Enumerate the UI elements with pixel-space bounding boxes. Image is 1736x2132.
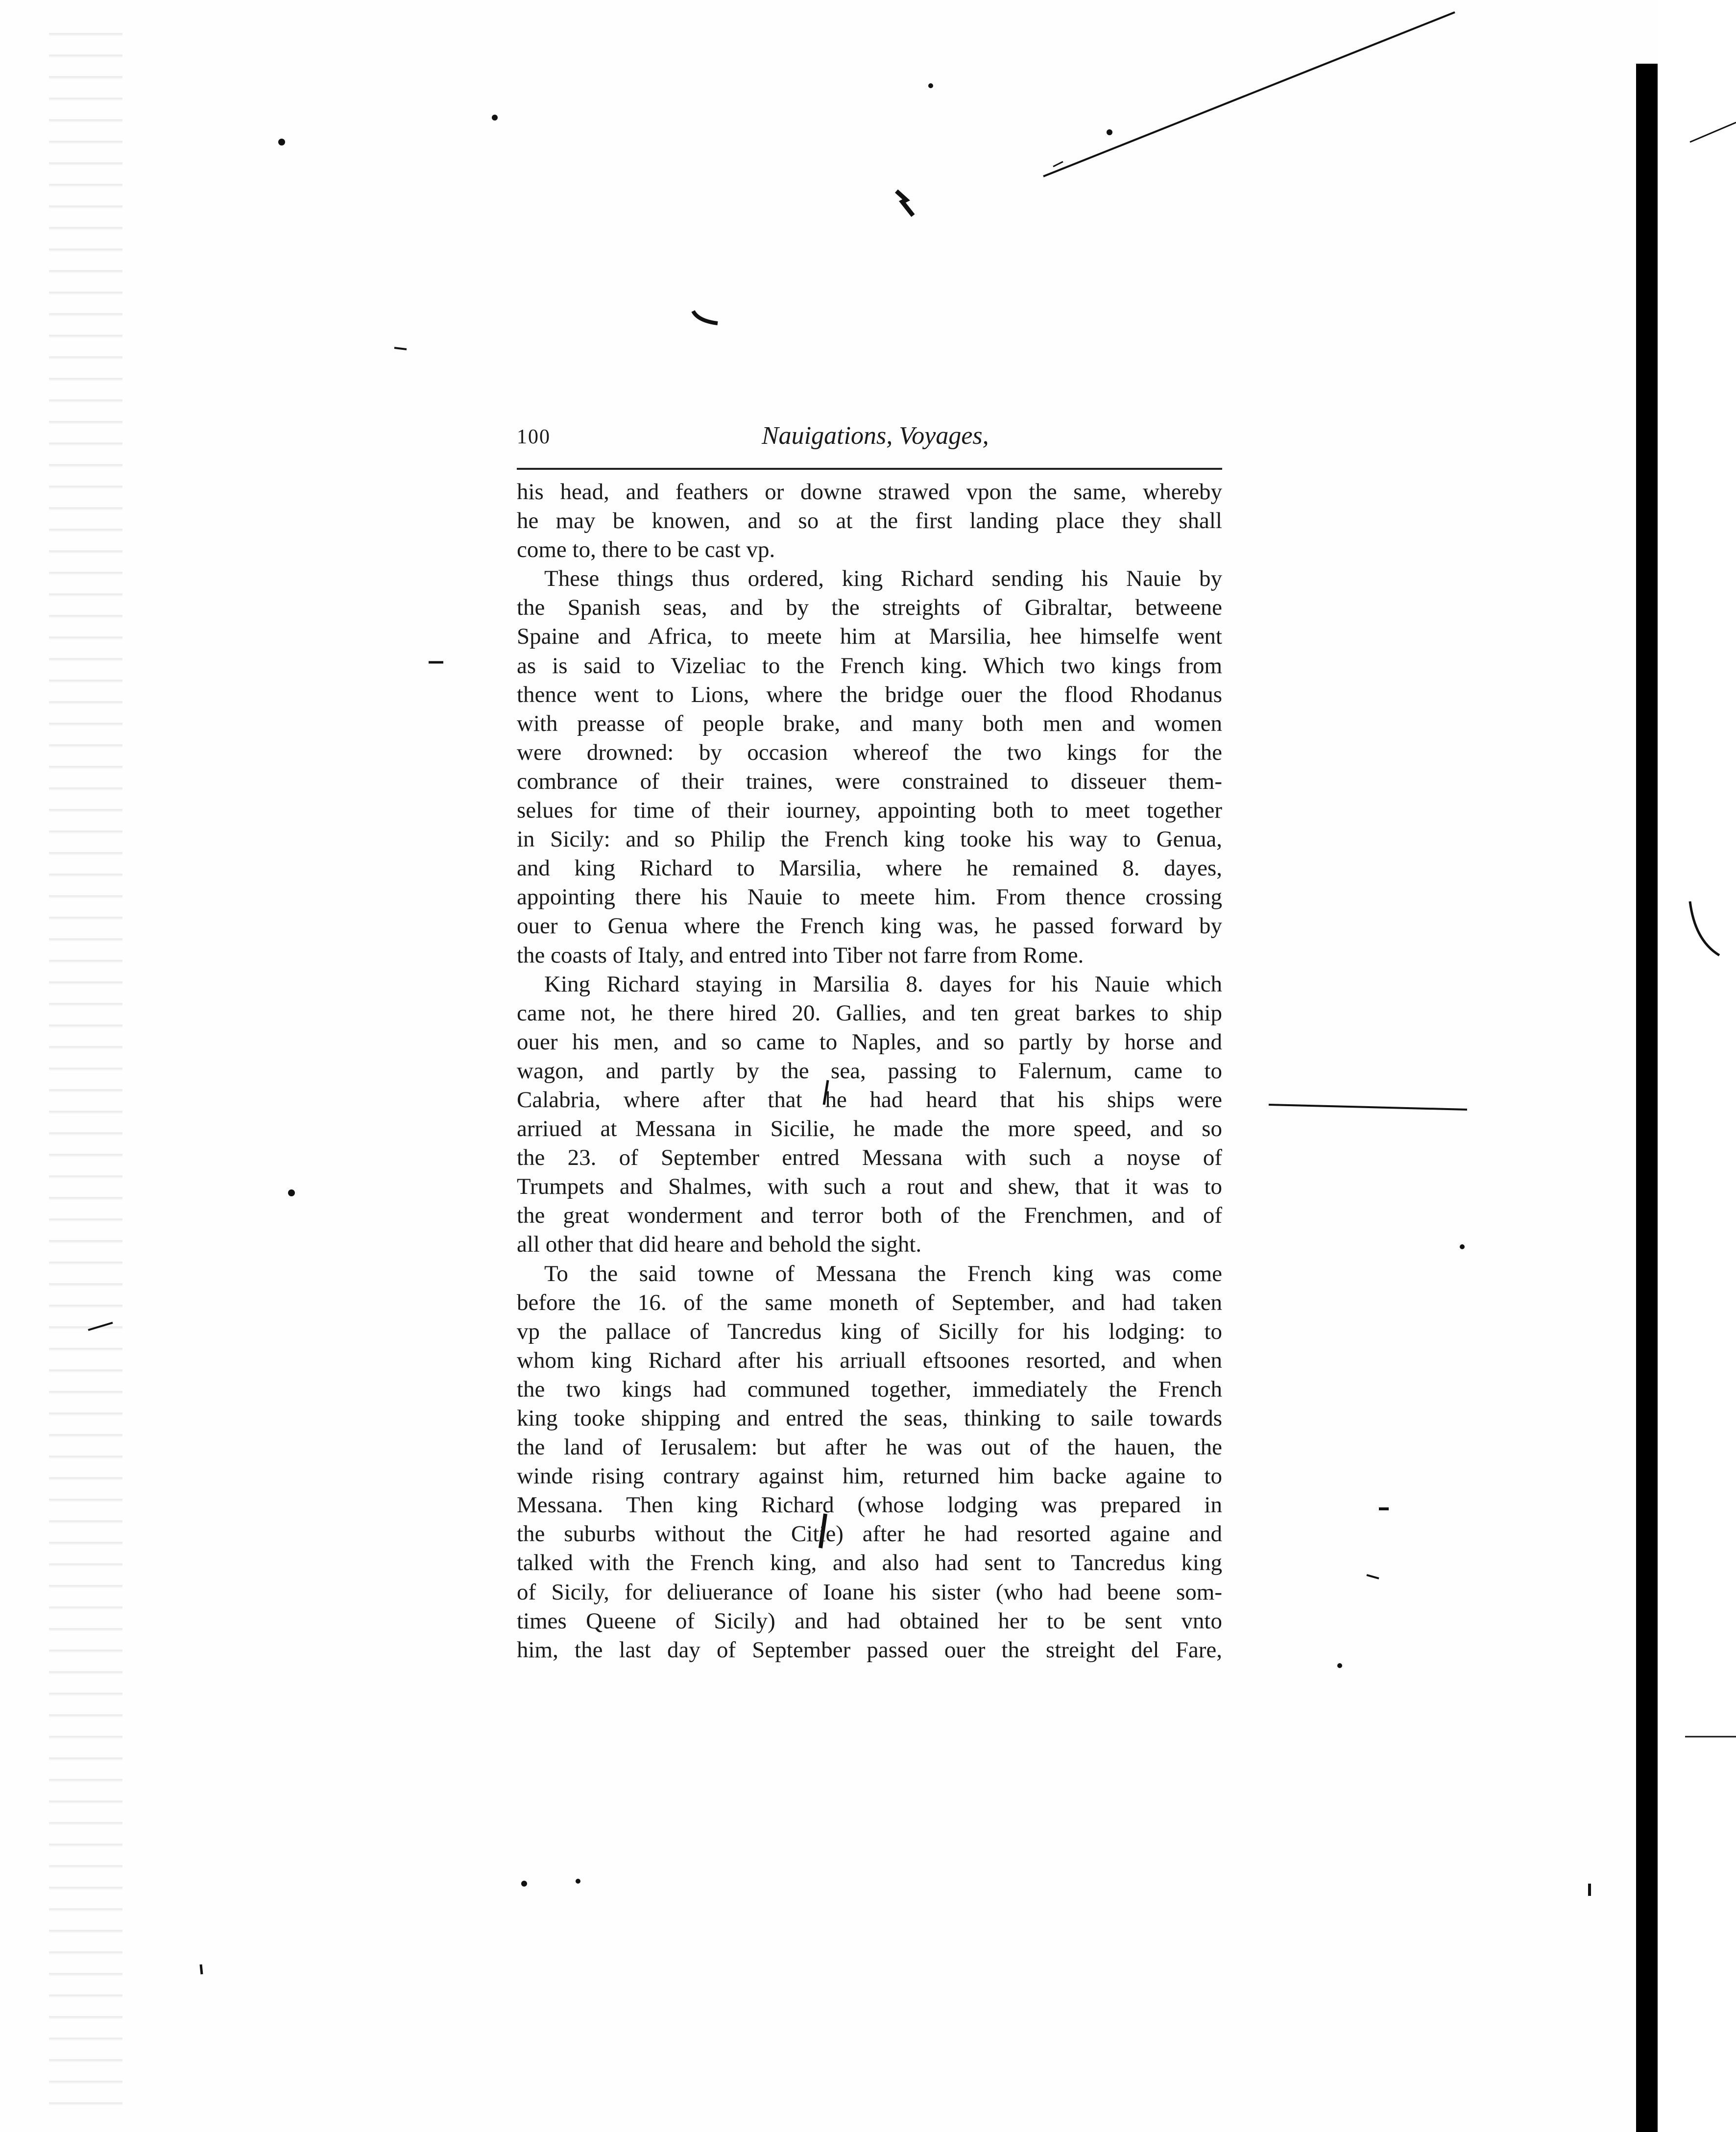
text-line: the 23. of September entred Messana with such a noyse of <box>517 1145 1222 1171</box>
text-line: and king Richard to Marsilia, where he remained 8. dayes, <box>517 855 1222 881</box>
text-line: talked with the French king, and also had sent to Tancredus king <box>517 1550 1222 1576</box>
text-line: thence went to Lions, where the bridge ouer the flood Rhodanus <box>517 681 1222 707</box>
text-line: times Queene of Sicily) and had obtained her to be sent vnto <box>517 1608 1222 1634</box>
text-line: the coasts of Italy, and entred into Tiber not farre from Rome. <box>517 942 1084 968</box>
running-head <box>517 415 1222 464</box>
running-title: Nauigations, Voyages, <box>762 422 989 450</box>
text-line: come to, there to be cast vp. <box>517 537 775 563</box>
text-line: selues for time of their iourney, appointing both to meet together <box>517 798 1222 824</box>
text-line: ouer his men, and so came to Naples, and so partly by horse and <box>517 1029 1222 1055</box>
text-line: with preasse of people brake, and many both men and women <box>517 710 1222 736</box>
text-line: Trumpets and Shalmes, with such a rout and shew, that it was to <box>517 1174 1222 1200</box>
text-line: as is said to Vizeliac to the French king. Which two kings from <box>517 653 1222 678</box>
text-line: ouer to Genua where the French king was, he passed forward by <box>517 913 1222 939</box>
text-line: winde rising contrary against him, returned him backe againe to <box>517 1463 1222 1489</box>
text-line: king tooke shipping and entred the seas, thinking to saile towards <box>517 1405 1222 1431</box>
text-line: Messana. Then king Richard (whose lodging was prepared in <box>517 1492 1222 1518</box>
text-line: appointing there his Nauie to meete him. From thence crossing <box>517 884 1222 910</box>
text-line: of Sicily, for deliuerance of Ioane his sister (who had beene som- <box>517 1579 1222 1605</box>
text-line: These things thus ordered, king Richard sending his Nauie by <box>544 566 1222 592</box>
paragraph <box>517 1260 1222 1665</box>
text-line: the two kings had communed together, immediately the French <box>517 1376 1222 1402</box>
text-line: King Richard staying in Marsilia 8. dayes for his Nauie which <box>544 971 1222 997</box>
text-line: Spaine and Africa, to meete him at Marsilia, hee himselfe went <box>517 624 1222 650</box>
text-line: in Sicily: and so Philip the French king tooke his way to Genua, <box>517 826 1222 852</box>
body-text <box>517 478 1222 1665</box>
text-line: To the said towne of Messana the French king was come <box>544 1260 1222 1286</box>
header-rule <box>517 468 1222 470</box>
text-line: came not, he there hired 20. Gallies, and ten great barkes to ship <box>517 1000 1222 1026</box>
paragraph <box>517 970 1222 1260</box>
text-line: he may be knowen, and so at the first landing place they shall <box>517 508 1222 534</box>
text-line: combrance of their traines, were constrained to disseuer them- <box>517 768 1222 794</box>
text-line: the Spanish seas, and by the streights of Gibraltar, betweene <box>517 595 1222 621</box>
text-line: Calabria, where after that he had heard that his ships were <box>517 1087 1222 1113</box>
text-line: his head, and feathers or downe strawed vpon the same, whereby <box>517 479 1222 505</box>
text-line: vp the pallace of Tancredus king of Sicilly for his lodging: to <box>517 1318 1222 1344</box>
page-number: 100 <box>517 426 551 448</box>
paragraph <box>517 478 1222 564</box>
text-line: the land of Ierusalem: but after he was out of the hauen, the <box>517 1434 1222 1460</box>
text-line: the suburbs without the Citie) after he had resorted againe and <box>517 1521 1222 1547</box>
text-line: wagon, and partly by the sea, passing to Falernum, came to <box>517 1058 1222 1084</box>
text-line: arriued at Messana in Sicilie, he made the more speed, and so <box>517 1116 1222 1142</box>
text-line: before the 16. of the same moneth of September, and had taken <box>517 1289 1222 1315</box>
text-line: whom king Richard after his arriuall eftsoones resorted, and when <box>517 1347 1222 1373</box>
text-line: were drowned: by occasion whereof the two kings for the <box>517 739 1222 765</box>
text-line: all other that did heare and behold the sight. <box>517 1232 922 1258</box>
text-line: him, the last day of September passed ouer the streight del Fare, <box>517 1637 1222 1663</box>
text-line: the great wonderment and terror both of the Frenchmen, and of <box>517 1203 1222 1229</box>
paragraph <box>517 564 1222 969</box>
